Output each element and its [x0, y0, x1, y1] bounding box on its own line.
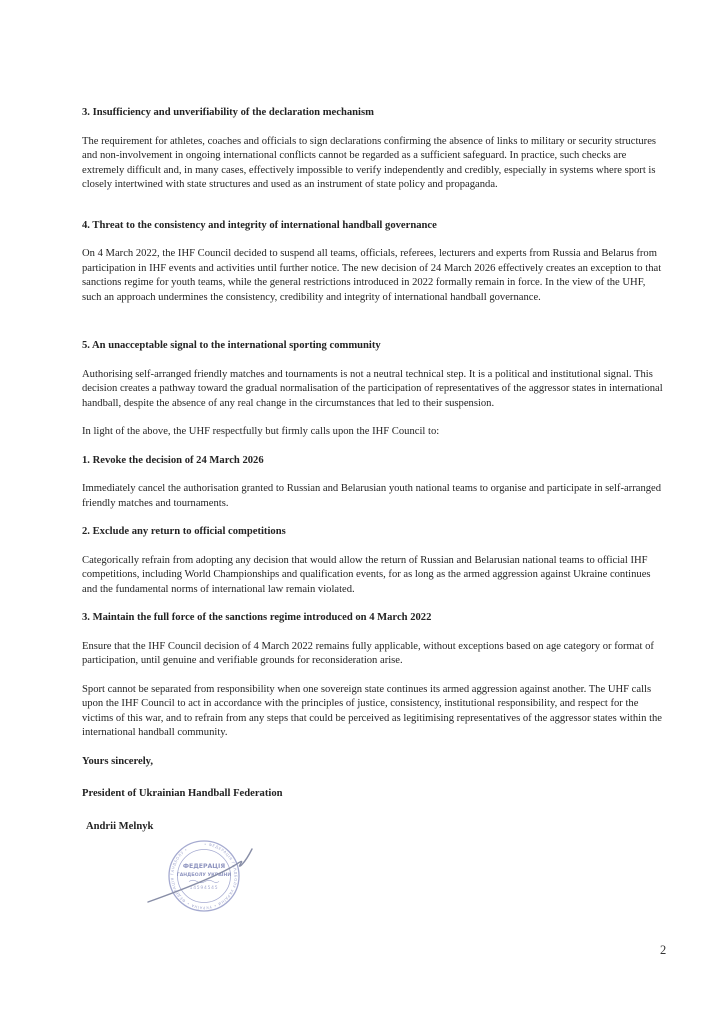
- stamp-inner-circle: [178, 850, 231, 903]
- stamp-center-number: 14594545: [189, 886, 219, 891]
- heading-declaration-mechanism: 3. Insufficiency and unverifiability of the declaration mechanism: [82, 107, 374, 118]
- closing-salutation: Yours sincerely,: [82, 755, 154, 767]
- stamp-center-line1: ФЕДЕРАЦІЯ: [182, 863, 226, 870]
- paragraph-revoke-decision: Immediately cancel the authorisation granted to Russian and Belarusian youth national teams to organise and participate in self-arranged friendly matches and tournaments.: [82, 483, 662, 509]
- closing-name: Andrii Melnyk: [86, 820, 154, 832]
- paragraph-governance-threat: On 4 March 2022, the IHF Council decided to suspend all teams, officials, referees, lecturers and experts from Russia and Belarus from participation in IHF events and activities until further notice. The new decision of 24 March 2026 effectively creates an exception to that sanctions regime for youth teams, while the general restrictions introduced in 2022 formally remain in force. In the view of the UHF, such an approach undermines the consistency, credibility and integrity of international handball governance.: [82, 248, 662, 303]
- heading-maintain-sanctions: 3. Maintain the full force of the sanctions regime introduced on 4 March 2022: [82, 612, 432, 623]
- heading-revoke-decision: 1. Revoke the decision of 24 March 2026: [82, 454, 264, 466]
- paragraph-calls-upon: In light of the above, the UHF respectfully but firmly calls upon the IHF Council to:: [82, 426, 440, 437]
- signature-area: [140, 828, 270, 928]
- page-number: 2: [660, 943, 667, 957]
- letter-body: [82, 106, 664, 834]
- paragraph-maintain-sanctions: Ensure that the IHF Council decision of 4 March 2022 remains fully applicable, without exceptions based on age category or format of participation, until genuine and verifiable grounds for reconsideration arise.: [82, 640, 654, 666]
- paragraph-declaration-mechanism: The requirement for athletes, coaches and officials to sign declarations confirming the absence of links to military or security structures and non-involvement in ongoing international conflicts cannot be regarded as a sufficient safeguard. In practice, such checks are extremely difficult and, in many cases, effectively impossible to verify independently and credibly, especially in systems where sport is closely intertwined with state structures and used as an instrument of state policy and propaganda.: [82, 135, 657, 190]
- paragraph-unacceptable-signal: Authorising self-arranged friendly matches and tournaments is not a neutral technical step. It is a political and institutional signal. This decision creates a pathway toward the gradual normalisation of the participation of representatives of the aggressor states in international handball, despite the absence of any real change in the circumstances that led to their suspension.: [82, 368, 663, 409]
- stamp-ring-text: • ФЕДЕРАЦІЯ ГАНДБОЛУ УКРАЇНИ • УКРАЇНА • ФЕДЕРАЦІЯ ГАНДБОЛУ •: [170, 842, 238, 910]
- closing-title: President of Ukrainian Handball Federation: [82, 788, 283, 799]
- signature-stroke: [148, 849, 252, 902]
- heading-exclude-return: 2. Exclude any return to official competitions: [82, 526, 286, 537]
- heading-governance-threat: 4. Threat to the consistency and integrity of international handball governance: [82, 219, 437, 231]
- stamp-outer-circle: [169, 841, 239, 911]
- heading-unacceptable-signal: 5. An unacceptable signal to the international sporting community: [82, 340, 381, 351]
- stamp-script-line: [189, 880, 219, 883]
- paragraph-responsibility: Sport cannot be separated from responsibility when one sovereign state continues its armed aggression against another. The UHF calls upon the IHF Council to act in accordance with the principles of justice, consistency, institutional responsibility, and respect for the victims of this war, and to refrain from any steps that could be perceived as legitimising representatives of the aggressor states within the international handball community.: [82, 683, 663, 738]
- stamp-center-line2: ГАНДБОЛУ УКРАЇНИ: [176, 873, 232, 878]
- official-stamp: [140, 828, 270, 928]
- paragraph-exclude-return: Categorically refrain from adopting any decision that would allow the return of Russian and Belarusian national teams to official IHF competitions, including World Championships and qualification events, for as long as the armed aggression against Ukraine continues and the fundamental norms of international law remain violated.: [82, 554, 651, 595]
